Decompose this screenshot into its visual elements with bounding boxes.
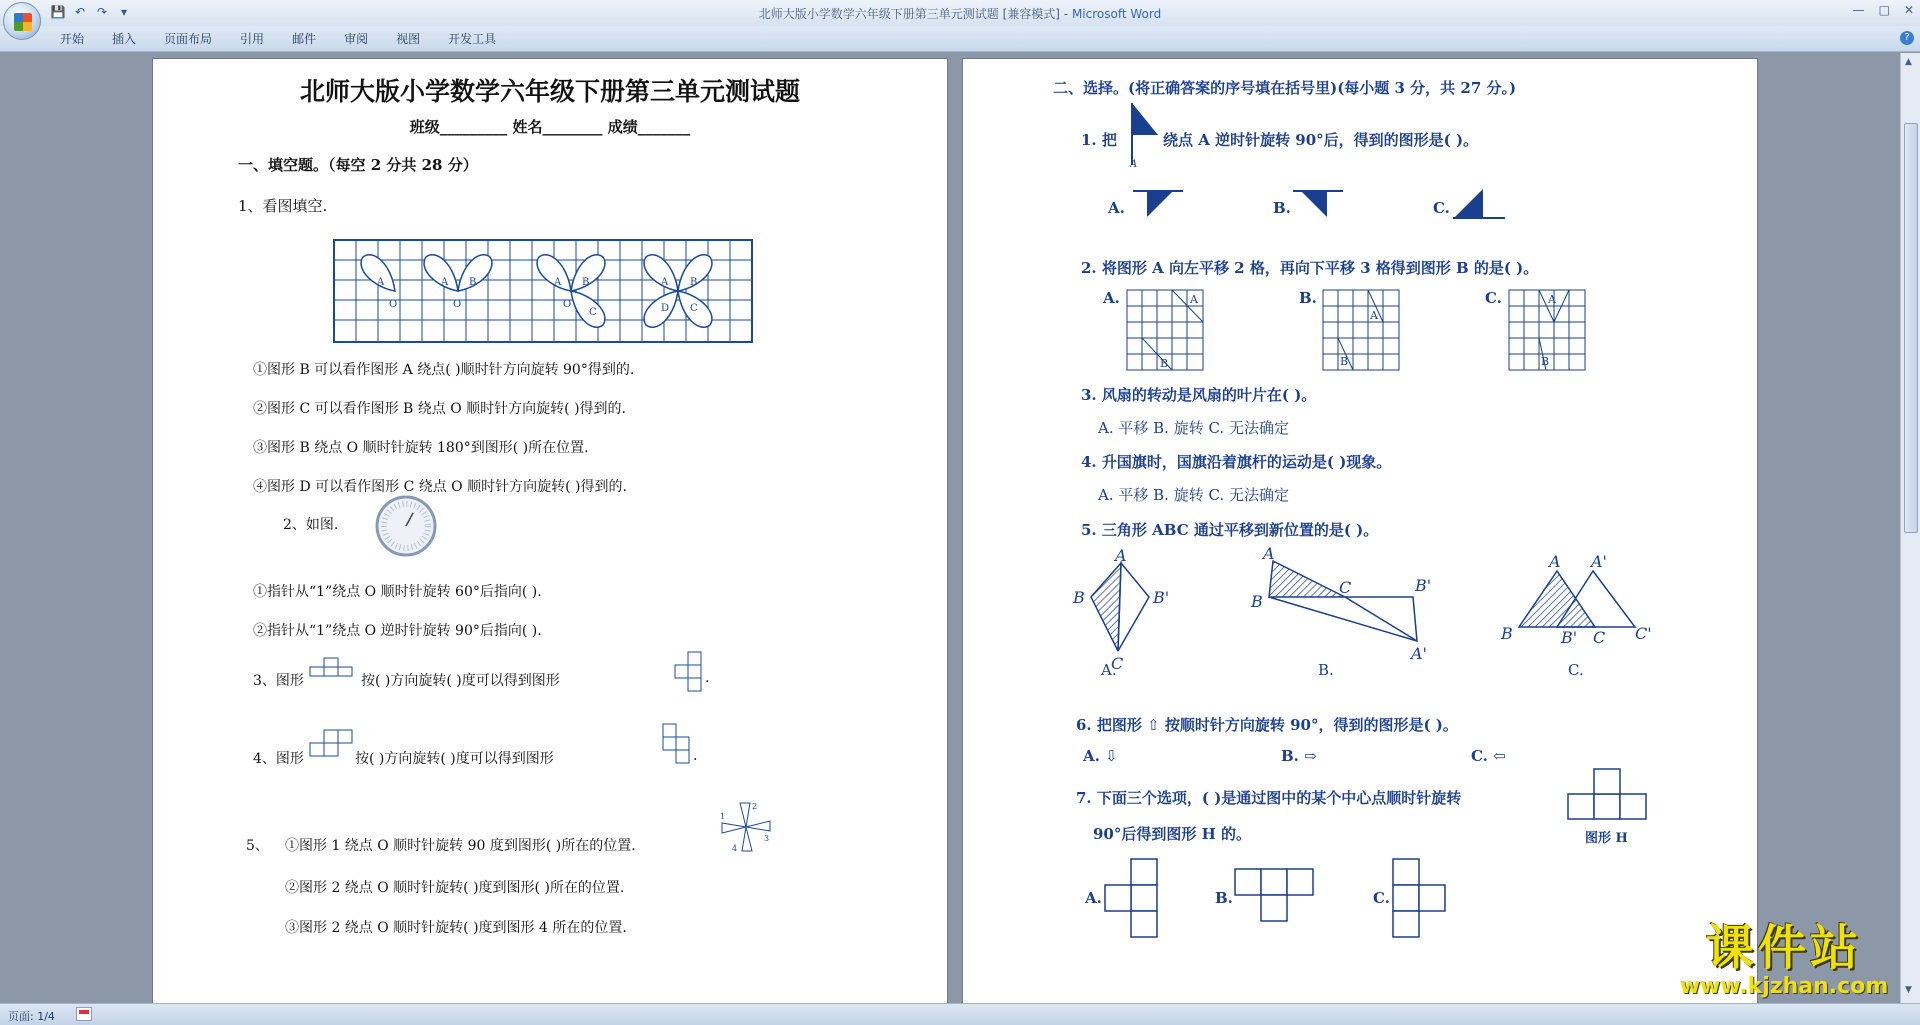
- question-3-text: 按( )方向旋转( )度可以得到图形: [361, 673, 560, 689]
- question-5-number: 5、: [246, 838, 269, 854]
- pinwheel-label: 1: [720, 812, 726, 821]
- class-name-score-line: 班级_________ 姓名________ 成绩_______: [409, 118, 691, 136]
- q1-option-c: C.: [1433, 199, 1450, 217]
- document-page-1[interactable]: [153, 59, 947, 1003]
- tab-insert[interactable]: 插入: [112, 32, 137, 46]
- choice-2-text: 2. 将图形 A 向左平移 2 格，再向下平移 3 格得到图形 B 的是( )。: [1081, 259, 1539, 277]
- q7-option-a: A.: [1085, 889, 1102, 907]
- tab-review[interactable]: 审阅: [344, 32, 369, 46]
- q2-option-c: C.: [1485, 289, 1502, 307]
- question-5-item: ③图形 2 绕点 O 顺时针旋转( )度到图形 4 所在的位置.: [285, 920, 627, 936]
- grid-label: A: [554, 277, 562, 288]
- save-icon[interactable]: 💾: [50, 5, 66, 19]
- question-3-label: 3、图形: [253, 673, 304, 689]
- q3-shape-end: [673, 651, 703, 695]
- close-button[interactable]: ✕: [1903, 3, 1914, 17]
- pinwheel-label: 3: [764, 834, 770, 843]
- ribbon: [0, 26, 1920, 52]
- q5-option-c: C.: [1568, 661, 1584, 679]
- scroll-up-icon[interactable]: ▲: [1905, 57, 1912, 67]
- page-count-indicator[interactable]: 页面: 1/4: [8, 1010, 55, 1023]
- question-2-item: ①指针从“1”绕点 O 顺时针旋转 60°后指向( ).: [253, 584, 542, 600]
- q5-label: A': [1591, 552, 1607, 571]
- vertical-scrollbar[interactable]: [1900, 53, 1920, 1003]
- grid-label: A: [441, 277, 449, 288]
- question-2-prompt: 2、如图.: [283, 517, 339, 533]
- q7-option-c-shape: [1391, 857, 1447, 941]
- grid-label: O: [389, 299, 398, 310]
- pinwheel-label: 2: [752, 802, 758, 811]
- q2-cell-label: B: [1160, 357, 1169, 370]
- q5-label: C: [1111, 654, 1124, 673]
- q6-option-b: B. ⇨: [1281, 747, 1317, 765]
- q2-option-a-grid: [1126, 289, 1204, 371]
- grid-label: A: [661, 277, 669, 288]
- watermark-logo-text: 课件站: [1705, 920, 1862, 976]
- q7-option-b-shape: [1233, 867, 1315, 923]
- q6-option-c: C. ⇦: [1471, 747, 1506, 765]
- q5-label: A: [1263, 547, 1275, 563]
- q6-option-a: A. ⇩: [1083, 747, 1118, 765]
- grid-label: B: [469, 277, 477, 288]
- tab-mailings[interactable]: 邮件: [292, 32, 317, 46]
- maximize-button[interactable]: □: [1878, 3, 1890, 17]
- help-icon[interactable]: ?: [1900, 31, 1914, 45]
- choice-7-text-line2: 90°后得到图形 H 的。: [1093, 825, 1251, 843]
- document-page-2[interactable]: [963, 59, 1757, 1003]
- tab-developer[interactable]: 开发工具: [448, 32, 497, 46]
- q5-option-a: A.: [1101, 661, 1117, 679]
- q2-option-c-grid: [1508, 289, 1586, 371]
- question-4-end: .: [693, 748, 698, 764]
- choice-5-text: 5. 三角形 ABC 通过平移到新位置的是( )。: [1081, 521, 1379, 539]
- grid-label: O: [453, 299, 462, 310]
- q5-label: A': [1411, 644, 1427, 663]
- title-bar: [0, 0, 1920, 26]
- grid-label: C: [589, 307, 597, 318]
- window-controls: [1853, 3, 1914, 17]
- choice-3-options: A. 平移 B. 旋转 C. 无法确定: [1098, 419, 1289, 437]
- q2-cell-label: A: [1190, 293, 1198, 306]
- q5-label: C': [1635, 624, 1652, 643]
- q5-label: B: [1073, 588, 1085, 607]
- q1-option-a: A.: [1108, 199, 1125, 217]
- grid-label: A: [377, 277, 385, 288]
- pinwheel-figure: [718, 799, 774, 855]
- q5-label: B': [1153, 588, 1170, 607]
- office-button[interactable]: [3, 2, 41, 40]
- q3-shape-start: [309, 657, 353, 677]
- q1-option-c-shape: [1453, 187, 1507, 221]
- q4-shape-start: [309, 729, 353, 757]
- section-1-heading: 一、填空题。（每空 2 分共 28 分）: [238, 156, 478, 174]
- section-2-heading: 二、选择。(将正确答案的序号填在括号里)(每小题 3 分，共 27 分。): [1053, 79, 1517, 97]
- tab-view[interactable]: 视图: [396, 32, 421, 46]
- choice-4-options: A. 平移 B. 旋转 C. 无法确定: [1098, 486, 1289, 504]
- q5-label: B: [1251, 592, 1263, 611]
- q2-cell-label: A: [1370, 309, 1378, 322]
- question-3-end: .: [705, 670, 710, 686]
- q1-option-b-shape: [1293, 189, 1345, 221]
- tab-references[interactable]: 引用: [240, 32, 265, 46]
- choice-1-text: 绕点 A 逆时针旋转 90°后，得到的图形是( )。: [1163, 131, 1479, 149]
- q2-cell-label: A: [1548, 293, 1556, 306]
- grid-label: C: [690, 303, 698, 314]
- q1-point-label: A: [1130, 159, 1138, 169]
- q5-label: A: [1549, 552, 1561, 571]
- grid-label: D: [661, 303, 670, 314]
- page-title: 北师大版小学数学六年级下册第三单元测试题: [299, 77, 800, 106]
- grid-label: O: [563, 299, 572, 310]
- q2-option-b-grid: [1322, 289, 1400, 371]
- question-2-item: ②指针从“1”绕点 O 逆时针旋转 90°后指向( ).: [253, 623, 542, 639]
- q5-label: B': [1561, 628, 1578, 647]
- question-1-item: ①图形 B 可以看作图形 A 绕点( )顺时针方向旋转 90°得到的.: [253, 362, 635, 378]
- question-5-item: ②图形 2 绕点 O 顺时针旋转( )度到图形( )所在的位置.: [285, 880, 625, 896]
- q7-option-c: C.: [1373, 889, 1390, 907]
- q5-label: B': [1415, 576, 1432, 595]
- question-4-text: 按( )方向旋转( )度可以得到图形: [355, 751, 554, 767]
- question-1-prompt: 1、看图填空.: [238, 197, 328, 215]
- tab-page-layout[interactable]: 页面布局: [164, 32, 213, 46]
- q7-option-a-shape: [1103, 857, 1159, 941]
- q7-option-b: B.: [1215, 889, 1233, 907]
- watermark-url: www.kjzhan.com: [1679, 974, 1889, 999]
- undo-icon[interactable]: ↶: [74, 5, 86, 19]
- q2-option-a: A.: [1103, 289, 1120, 307]
- choice-4-text: 4. 升国旗时，国旗沿着旗杆的运动是( )现象。: [1081, 453, 1392, 471]
- document-workspace[interactable]: [0, 53, 1900, 1003]
- redo-icon[interactable]: ↷: [96, 5, 108, 19]
- status-bar: [0, 1003, 1920, 1025]
- q5-label: C: [1593, 628, 1606, 647]
- question-1-item: ②图形 C 可以看作图形 B 绕点 O 顺时针方向旋转( )得到的.: [253, 401, 627, 417]
- scrollbar-thumb[interactable]: [1904, 123, 1918, 533]
- clock-figure: [375, 495, 437, 557]
- pinwheel-label: 4: [732, 844, 738, 853]
- scroll-down-icon[interactable]: ▼: [1905, 985, 1912, 995]
- choice-7-text: 7. 下面三个选项，( )是通过图中的某个中心点顺时针旋转: [1076, 789, 1462, 807]
- customize-qat-icon[interactable]: ▾: [120, 5, 128, 19]
- q5-label: C: [1339, 578, 1352, 597]
- question-1-item: ③图形 B 绕点 O 顺时针旋转 180°到图形( )所在位置.: [253, 440, 589, 456]
- q1-option-b: B.: [1273, 199, 1291, 217]
- grid-label: B: [582, 277, 590, 288]
- app-name: Microsoft Word: [1071, 7, 1162, 21]
- q1-flag-shape: [1130, 101, 1162, 169]
- choice-6-text: 6. 把图形 ⇧ 按顺时针方向旋转 90°，得到的图形是( )。: [1076, 716, 1458, 734]
- question-4-label: 4、图形: [253, 751, 304, 767]
- proofing-icon[interactable]: [76, 1007, 92, 1021]
- window-title: [0, 5, 1920, 22]
- flower-grid-figure: [333, 239, 753, 343]
- figure-h-shape: [1567, 767, 1649, 821]
- q2-cell-label: B: [1340, 355, 1349, 368]
- q1-option-a-shape: [1133, 189, 1185, 221]
- q4-shape-end: [661, 723, 691, 767]
- q2-option-b: B.: [1299, 289, 1317, 307]
- question-5-item: ①图形 1 绕点 O 顺时针旋转 90 度到图形( )所在的位置.: [285, 838, 636, 854]
- ribbon-tabs: [60, 30, 496, 47]
- grid-label: B: [690, 277, 698, 288]
- title-separator: -: [1059, 7, 1072, 21]
- question-1-item: ④图形 D 可以看作图形 C 绕点 O 顺时针方向旋转( )得到的.: [253, 479, 627, 495]
- minimize-button[interactable]: —: [1852, 3, 1865, 17]
- choice-3-text: 3. 风扇的转动是风扇的叶片在( )。: [1081, 386, 1317, 404]
- q2-cell-label: B: [1541, 355, 1550, 368]
- q5-label: A: [1115, 547, 1127, 565]
- choice-1-label: 1. 把: [1081, 131, 1117, 149]
- site-watermark: [1668, 922, 1900, 999]
- q5-triangle-figures: [1063, 547, 1663, 677]
- q5-option-b: B.: [1318, 661, 1334, 679]
- q5-label: B: [1501, 624, 1513, 643]
- tab-home[interactable]: 开始: [60, 32, 85, 46]
- figure-h-label: 图形 H: [1585, 831, 1628, 846]
- office-logo-icon: [14, 13, 32, 31]
- document-name: 北师大版小学数学六年级下册第三单元测试题 [兼容模式]: [758, 7, 1060, 21]
